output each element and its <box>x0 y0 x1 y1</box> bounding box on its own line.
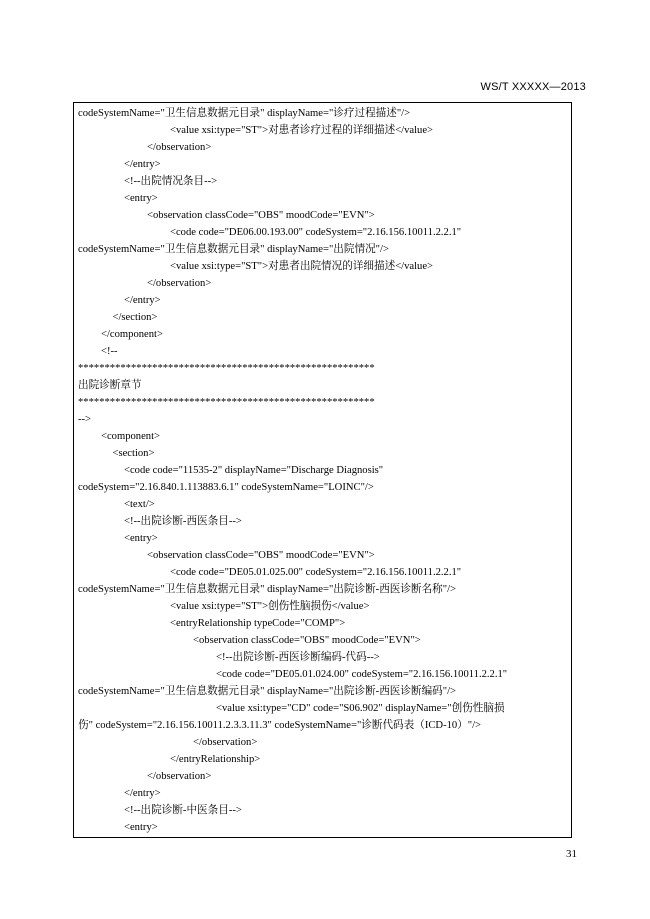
code-line: <!-- <box>101 346 118 357</box>
code-line: codeSystemName="卫生信息数据元目录" displayName="出院诊断-西医诊断编码"/> <box>78 686 457 697</box>
code-line: </entry> <box>124 159 161 170</box>
code-line: </entry> <box>124 788 161 799</box>
code-line: <observation classCode="OBS" moodCode="EVN"> <box>147 210 375 221</box>
code-line: </section> <box>112 312 158 323</box>
code-line: <section> <box>112 448 155 459</box>
code-line: ******************************************************** <box>78 397 375 408</box>
code-line: </component> <box>101 329 163 340</box>
code-line: codeSystemName="卫生信息数据元目录" displayName="诊疗过程描述"/> <box>78 108 411 119</box>
code-line: <!--出院诊断-西医条目--> <box>124 516 242 527</box>
code-line: codeSystem="2.16.840.1.113883.6.1" codeSystemName="LOINC"/> <box>78 482 374 493</box>
code-line: codeSystemName="卫生信息数据元目录" displayName="出院诊断-西医诊断名称"/> <box>78 584 457 595</box>
code-line: <entryRelationship typeCode="COMP"> <box>170 618 346 629</box>
code-line: </entryRelationship> <box>170 754 261 765</box>
code-line: <value xsi:type="ST">对患者出院情况的详细描述</value> <box>170 261 434 272</box>
code-line: <!--出院情况条目--> <box>124 176 218 187</box>
code-line: <entry> <box>124 193 158 204</box>
code-line: ******************************************************** <box>78 363 375 374</box>
code-line: 伤" codeSystem="2.16.156.10011.2.3.3.11.3" codeSystemName="诊断代码表（ICD-10）"/> <box>78 720 482 731</box>
code-line: codeSystemName="卫生信息数据元目录" displayName="出院情况"/> <box>78 244 389 255</box>
code-line: 出院诊断章节 <box>78 380 142 391</box>
code-line: <code code="DE05.01.024.00" codeSystem="2.16.156.10011.2.2.1" <box>216 669 508 680</box>
code-line: --> <box>78 414 92 425</box>
code-line: <code code="DE05.01.025.00" codeSystem="2.16.156.10011.2.2.1" <box>170 567 462 578</box>
code-line: <value xsi:type="CD" code="S06.902" displayName="创伤性脑损 <box>216 703 505 714</box>
code-line: <value xsi:type="ST">对患者诊疗过程的详细描述</value> <box>170 125 434 136</box>
code-line: <text/> <box>124 499 155 510</box>
page-number: 31 <box>566 848 577 860</box>
xml-code-listing <box>73 102 572 838</box>
code-line: </observation> <box>147 278 212 289</box>
code-line: <code code="11535-2" displayName="Discharge Diagnosis" <box>124 465 384 476</box>
code-line: <code code="DE06.00.193.00" codeSystem="2.16.156.10011.2.2.1" <box>170 227 462 238</box>
code-line: <!--出院诊断-中医条目--> <box>124 805 242 816</box>
code-line: <observation classCode="OBS" moodCode="EVN"> <box>193 635 421 646</box>
code-line: <entry> <box>124 533 158 544</box>
code-line: <observation classCode="OBS" moodCode="EVN"> <box>147 550 375 561</box>
code-line: <entry> <box>124 822 158 833</box>
code-line: <!--出院诊断-西医诊断编码-代码--> <box>216 652 380 663</box>
code-line: </entry> <box>124 295 161 306</box>
code-line: <value xsi:type="ST">创伤性脑损伤</value> <box>170 601 370 612</box>
code-line: </observation> <box>147 142 212 153</box>
code-line: </observation> <box>147 771 212 782</box>
document-standard-code: WS/T XXXXX—2013 <box>480 81 586 93</box>
code-line: </observation> <box>193 737 258 748</box>
code-line: <component> <box>101 431 161 442</box>
